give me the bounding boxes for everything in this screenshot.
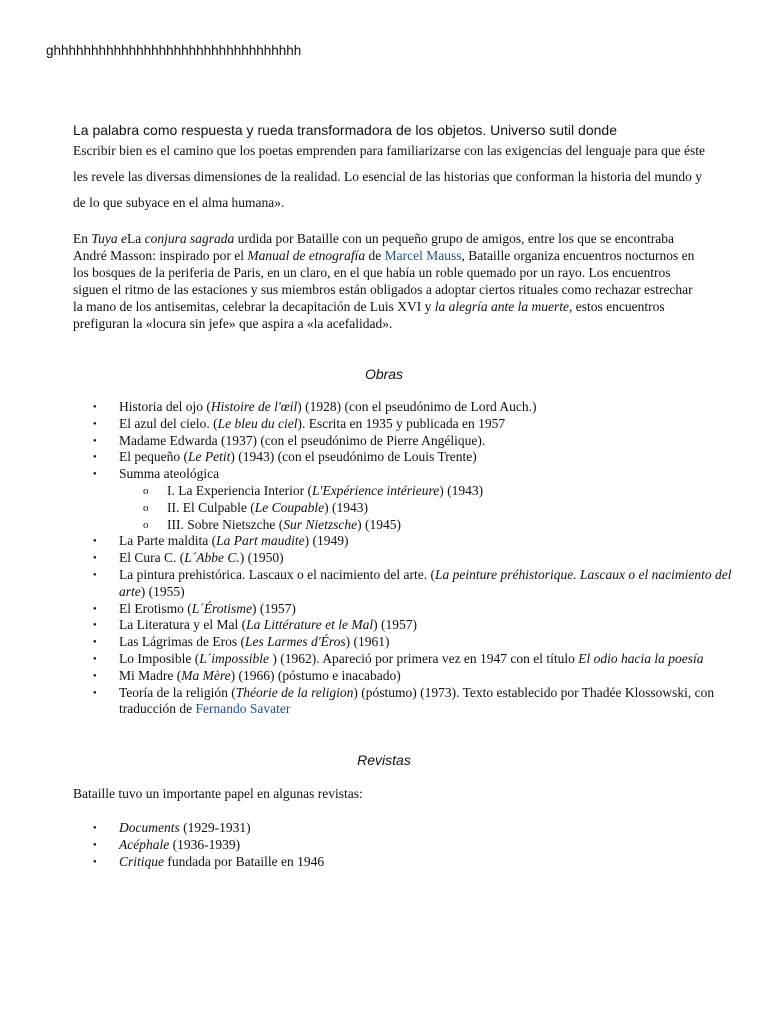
italic-run: Tuya e <box>91 231 127 246</box>
text-run: de <box>365 248 385 263</box>
sub-list-item: o III. Sobre Nietszche (Sur Nietzsche) (1945) <box>167 517 759 534</box>
list-item: ● Teoría de la religión (Théorie de la religion) (póstumo) (1973). Texto establecido por Thadée Klossowski, con traducción de Fernando Savater <box>119 685 759 719</box>
sub-list-item: o I. La Experiencia Interior (L'Expérience intérieure) (1943) <box>167 483 759 500</box>
marcel-mauss-link[interactable]: Marcel Mauss <box>384 248 462 263</box>
list-item: ● La Literatura y el Mal (La Littérature et le Mal) (1957) <box>119 617 759 634</box>
text-run: En <box>73 231 92 246</box>
fernando-savater-link[interactable]: Fernando Savater <box>195 701 291 717</box>
list-item: ● Mi Madre (Ma Mère) (1966) (póstumo e inacabado) <box>119 668 759 685</box>
obras-heading: Obras <box>364 366 404 382</box>
italic-run: la alegría ante la muerte <box>434 299 569 314</box>
italic-run: conjura sagrada <box>144 231 235 246</box>
intro-serif-text: Escribir bien es el camino que los poetas emprenden para familiarizarse con las exigencias del lenguaje para que éste les revele las diversas dimensiones de la realidad. Lo esencial de las historias que conforman la historia del mundo y de lo que subyace en el alma humana». <box>73 143 705 210</box>
list-item: ● Acéphale (1936-1939) <box>119 837 759 854</box>
list-item: ● Documents (1929-1931) <box>119 820 759 837</box>
revistas-intro: Bataille tuvo un importante papel en algunas revistas: <box>73 786 363 801</box>
list-item: ● El pequeño (Le Petit) (1943) (con el pseudónimo de Louis Trente) <box>119 449 759 466</box>
list-item: ● El Erotismo (L´Érotisme) (1957) <box>119 601 759 618</box>
top-line: ghhhhhhhhhhhhhhhhhhhhhhhhhhhhhhhhh <box>46 43 302 58</box>
conjura-paragraph <box>73 230 703 332</box>
text-run: urdida por Bataille con un pequeño grupo de amigos, entre los que se encontraba André Masson: inspirado por el <box>73 231 675 263</box>
text-run: , estos encuentros prefiguran la «locura sin jefe» que aspira a «la acefalidad». <box>73 299 665 331</box>
list-item: ● Critique fundada por Bataille en 1946 <box>119 854 759 871</box>
summa-sublist <box>119 483 759 533</box>
list-item: ● Summa ateológica o I. La Experiencia Interior (L'Expérience intérieure) (1943) o II. El Culpable (Le Coupable) (1943) o III. Sobre Nietszche (Sur Nietzsche) (1945) <box>119 466 759 533</box>
list-item: ● Madame Edwarda (1937) (con el pseudónimo de Pierre Angélique). <box>119 433 759 450</box>
list-item: ● La pintura prehistórica. Lascaux o el nacimiento del arte. (La peinture préhistorique. Lascaux o el nacimiento del arte) (1955) <box>119 567 759 601</box>
intro-sans-line: La palabra como respuesta y rueda transformadora de los objetos. Universo sutil donde <box>73 122 617 138</box>
text-run: , Bataille organiza encuentros nocturnos en los bosques de la periferia de Paris, en un claro, en el que había un roble quemado por un rayo. Los encuentros siguen el ritmo de las estaciones y sus miembros están obligados a adoptar ciertos rituales como rechazar estrechar la mano de los antisemitas, celebrar la decapitación de Luis XVI y <box>73 248 695 314</box>
list-item: ● Las Lágrimas de Eros (Les Larmes d'Éros) (1961) <box>119 634 759 651</box>
list-item: ● Historia del ojo (Histoire de l'œil) (1928) (con el pseudónimo de Lord Auch.) <box>119 399 759 416</box>
italic-run: Manual de etnografía <box>247 248 366 263</box>
works-list <box>73 399 759 718</box>
list-item: ● El Cura C. (L´Abbe C.) (1950) <box>119 550 759 567</box>
list-item: ● Lo Imposible (L´impossible ) (1962). Apareció por primera vez en 1947 con el título El odio hacia la poesía <box>119 651 759 668</box>
revistas-heading: Revistas <box>357 752 411 768</box>
revistas-list <box>73 820 759 870</box>
sub-list-item: o II. El Culpable (Le Coupable) (1943) <box>167 500 759 517</box>
text-run: La <box>127 231 145 246</box>
list-item: ● El azul del cielo. (Le bleu du ciel). Escrita en 1935 y publicada en 1957 <box>119 416 759 433</box>
list-item: ● La Parte maldita (La Part maudite) (1949) <box>119 533 759 550</box>
